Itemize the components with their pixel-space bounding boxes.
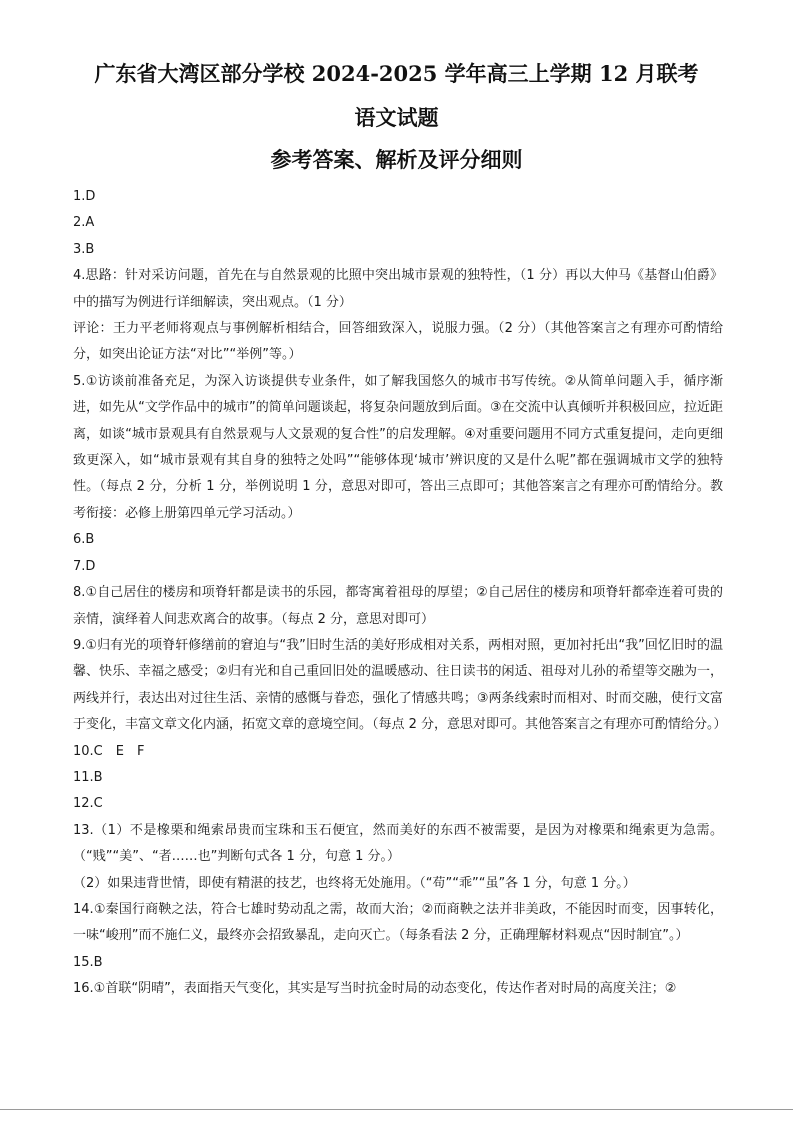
document-title: 广东省大湾区部分学校 2024-2025 学年高三上学期 12 月联考 bbox=[94, 61, 699, 86]
answer-5: 5.①访谈前准备充足，为深入访谈提供专业条件，如了解我国悠久的城市书写传统。②从简单问题入手，循序渐进，如先从“文学作品中的城市”的简单问题谈起，将复杂问题放到后面。③在交流中认真倾听并积极回应，拉近距离，如谈“城市景观具有自然景观与人文景观的复合性”的启发理解。④对重要问题用不同方式重复提问，走向更细致更深入，如“城市景观有其自身的独特之处吗”“能够体现‘城市’辨识度的又是什么呢”都在强调城市文学的独特性。（每点 2 分，分析 1 分，举例说明 1 分，意思对即可，答出三点即可；其他答案言之有理亦可酌情给分。教考衔接：必修上册第四单元学习活动。） bbox=[73, 373, 723, 521]
answer-2: 2.A bbox=[73, 215, 95, 231]
answer-8: 8.①自己居住的楼房和项脊轩都是读书的乐园，都寄寓着祖母的厚望；②自己居住的楼房和项脊轩都牵连着可贵的亲情，演绎着人间悲欢离合的故事。（每点 2 分，意思对即可） bbox=[73, 585, 723, 627]
answer-13-2: （2）如果违背世情，即使有精湛的技艺，也终将无处施用。（“苟”“乖”“虽”各 1 分，句意 1 分。） bbox=[73, 875, 636, 891]
page-bottom-divider bbox=[0, 1109, 793, 1110]
answer-14: 14.①秦国行商鞅之法，符合七雄时势动乱之需，故而大治；②而商鞅之法并非美政，不能因时而变，因事转化，一味“峻刑”而不施仁义，最终亦会招致暴乱，走向灭亡。（每条看法 2 分，正确理解材料观点“因时制宜”。） bbox=[73, 901, 723, 944]
answer-10: 10.C E F bbox=[73, 743, 145, 759]
answer-9: 9.①归有光的项脊轩修缮前的窘迫与“我”旧时生活的美好形成相对关系，两相对照，更加衬托出“我”回忆旧时的温馨、快乐、幸福之感受；②归有光和自己重回旧处的温暖感动、往日读书的闲适、祖母对儿孙的希望等交融为一，两线并行，表达出对过往生活、亲情的感慨与眷恋，强化了情感共鸣；③两条线索时而相对、时而交融，使行文富于变化，丰富文章文化内涵，拓宽文章的意境空间。（每点 2 分，意思对即可。其他答案言之有理亦可酌情给分。） bbox=[73, 637, 727, 733]
subject-title: 语文试题 bbox=[354, 105, 439, 130]
answer-12: 12.C bbox=[73, 796, 103, 812]
answer-3: 3.B bbox=[73, 241, 95, 257]
answer-13-1: 13.（1）不是橡栗和绳索昂贵而宝珠和玉石便宜，然而美好的东西不被需要，是因为对橡栗和绳索更为急需。（“贱”“美”、“者……也”判断句式各 1 分，句意 1 分。） bbox=[73, 822, 723, 865]
answer-15: 15.B bbox=[73, 954, 103, 970]
answer-1: 1.D bbox=[73, 189, 96, 204]
answer-list bbox=[73, 184, 727, 1003]
answer-16: 16.①首联“阴晴”，表面指天气变化，其实是写当时抗金时局的动态变化，传达作者对时局的高度关注；② bbox=[73, 981, 677, 997]
answer-7: 7.D bbox=[73, 558, 96, 574]
answer-4: 4.思路：针对采访问题，首先在与自然景观的比照中突出城市景观的独特性，（1 分）再以大仲马《基督山伯爵》中的描写为例进行详细解读，突出观点。（1 分） bbox=[73, 268, 723, 310]
answer-11: 11.B bbox=[73, 769, 103, 785]
answer-6: 6.B bbox=[73, 532, 95, 548]
answer-4-comment: 评论：王力平老师将观点与事例解析相结合，回答细致深入，说服力强。（2 分）（其他答案言之有理亦可酌情给分，如突出论证方法“对比”“举例”等。） bbox=[73, 321, 723, 363]
section-title: 参考答案、解析及评分细则 bbox=[270, 147, 523, 172]
